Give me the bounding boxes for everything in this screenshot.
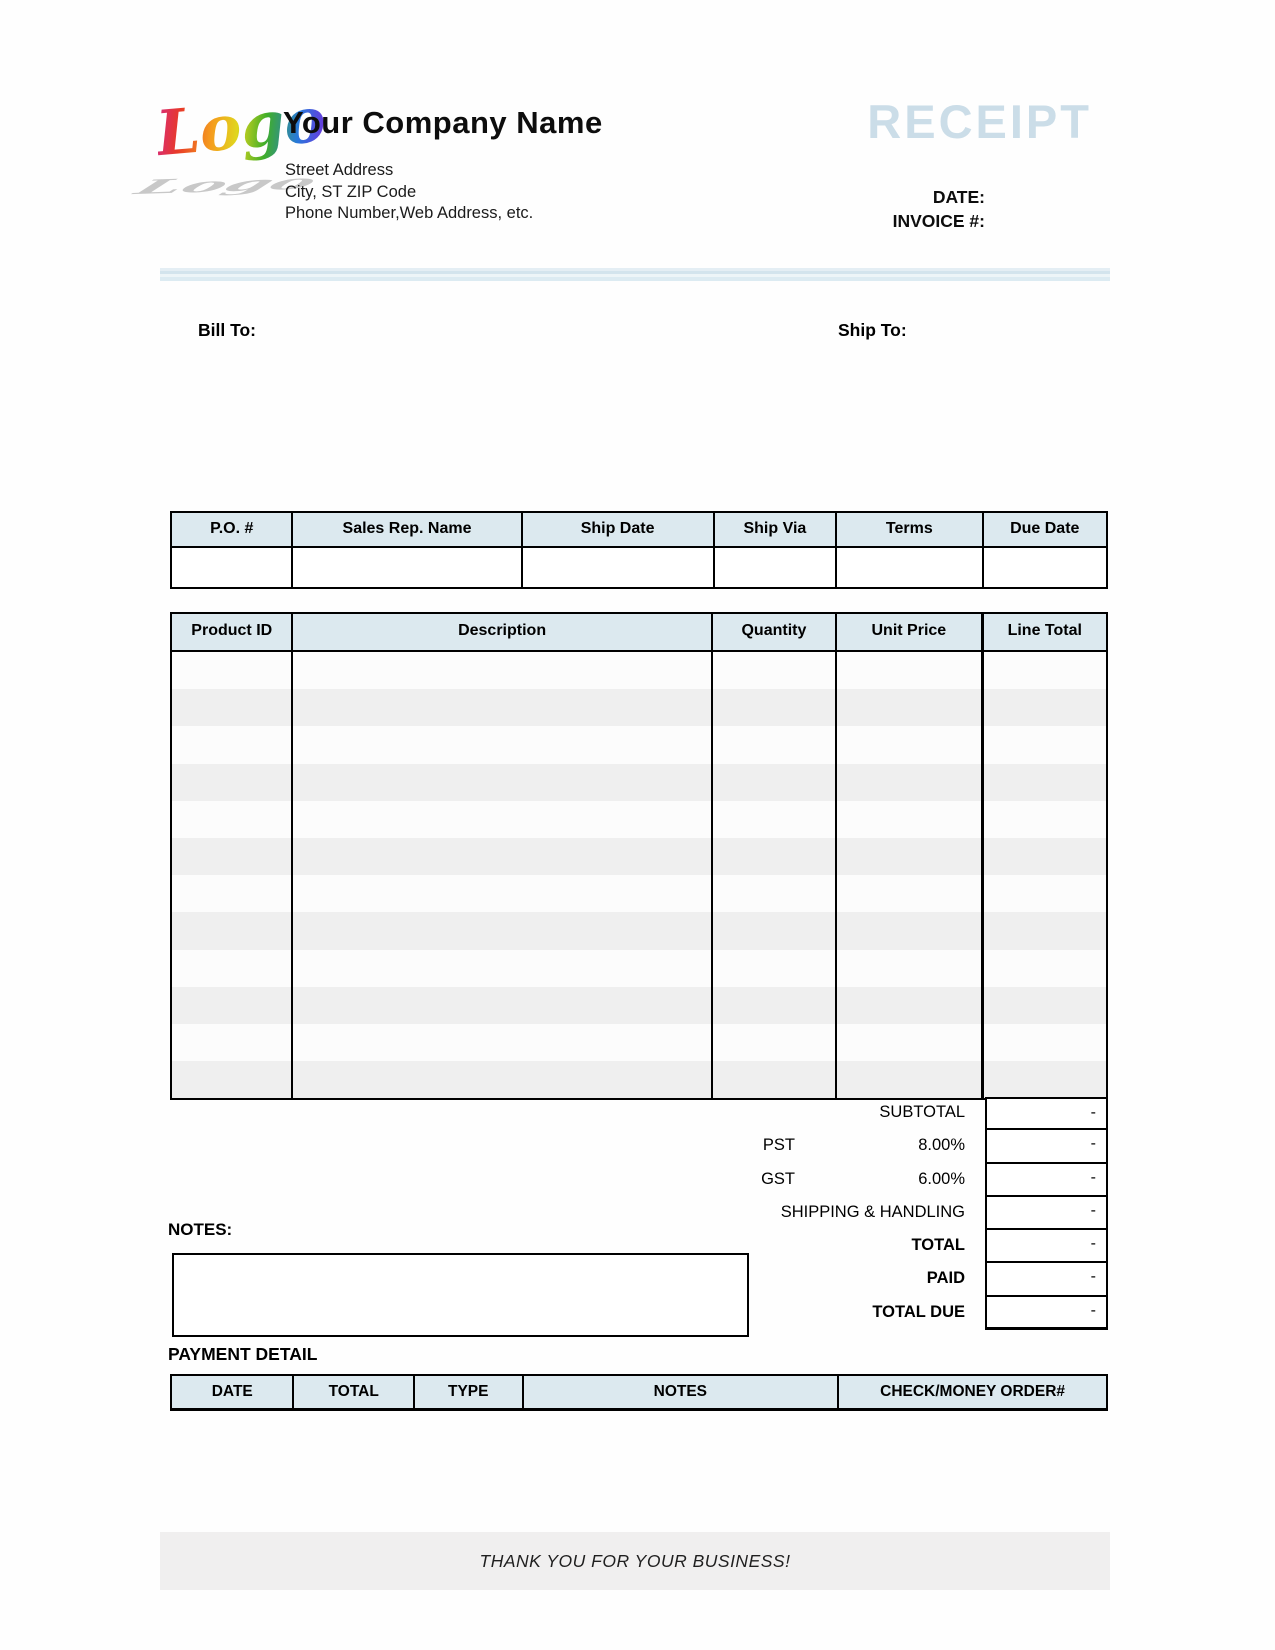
item-cell-product-id[interactable] — [172, 801, 293, 838]
item-cell-description[interactable] — [293, 652, 712, 689]
item-cell-unit-price[interactable] — [837, 1061, 983, 1098]
receipt-title: RECEIPT — [867, 95, 1092, 148]
invoice-number-label: INVOICE #: — [892, 211, 985, 231]
item-cell-description[interactable] — [293, 987, 712, 1024]
header-po-number: P.O. # — [172, 513, 293, 546]
item-cell-product-id[interactable] — [172, 875, 293, 912]
item-cell-quantity[interactable] — [713, 950, 837, 987]
item-cell-unit-price[interactable] — [837, 875, 983, 912]
header-line-total: Line Total — [1007, 622, 1082, 639]
payment-header-check-money-order: CHECK/MONEY ORDER# — [880, 1383, 1066, 1400]
item-cell-unit-price[interactable] — [837, 801, 983, 838]
pst-value: - — [985, 1130, 1108, 1163]
header-divider — [160, 268, 1110, 281]
header-sales-rep: Sales Rep. Name — [293, 513, 522, 546]
company-name: Your Company Name — [283, 105, 603, 140]
item-cell-unit-price[interactable] — [837, 1024, 983, 1061]
item-cell-description[interactable] — [293, 838, 712, 875]
item-cell-product-id[interactable] — [172, 1061, 293, 1098]
payment-detail-label: PAYMENT DETAIL — [168, 1344, 318, 1364]
pst-rate: 8.00% — [918, 1136, 965, 1155]
total-label: TOTAL — [911, 1236, 965, 1255]
notes-input[interactable] — [172, 1253, 749, 1337]
header-ship-via: Ship Via — [715, 513, 837, 546]
item-cell-quantity[interactable] — [713, 689, 837, 726]
payment-header-notes: NOTES — [524, 1376, 840, 1408]
header-description: Description — [293, 614, 712, 650]
totals-row-shipping — [560, 1197, 1108, 1230]
order-info-header-row — [172, 513, 1106, 548]
item-cell-line-total[interactable] — [984, 838, 1106, 875]
payment-header-total: TOTAL — [294, 1376, 414, 1408]
item-cell-quantity[interactable] — [713, 912, 837, 949]
item-cell-line-total[interactable] — [984, 912, 1106, 949]
item-row — [172, 764, 1106, 801]
item-cell-unit-price[interactable] — [837, 838, 983, 875]
item-cell-description[interactable] — [293, 726, 712, 763]
item-row — [172, 1061, 1106, 1098]
item-cell-product-id[interactable] — [172, 652, 293, 689]
item-cell-line-total[interactable] — [984, 1061, 1106, 1098]
order-info-input-row — [172, 548, 1106, 587]
shipping-handling-value: - — [985, 1197, 1108, 1230]
item-cell-description[interactable] — [293, 1024, 712, 1061]
item-row — [172, 912, 1106, 949]
item-cell-quantity[interactable] — [713, 726, 837, 763]
due-date-field[interactable] — [984, 548, 1106, 587]
items-table-body — [172, 652, 1106, 1098]
payment-detail-table — [170, 1374, 1108, 1411]
total-due-label: TOTAL DUE — [872, 1302, 965, 1321]
item-cell-line-total[interactable] — [984, 801, 1106, 838]
company-logo — [127, 82, 329, 238]
item-cell-line-total[interactable] — [984, 987, 1106, 1024]
totals-row-pst — [560, 1130, 1108, 1163]
item-cell-line-total[interactable] — [984, 689, 1106, 726]
item-row — [172, 838, 1106, 875]
item-cell-unit-price[interactable] — [837, 987, 983, 1024]
logo-text: Logo — [153, 82, 329, 171]
item-cell-line-total[interactable] — [984, 1024, 1106, 1061]
subtotal-value: - — [985, 1097, 1108, 1130]
item-cell-description[interactable] — [293, 912, 712, 949]
paid-value: - — [985, 1263, 1108, 1296]
total-value: - — [985, 1230, 1108, 1263]
header-due-date: Due Date — [1010, 520, 1080, 537]
item-cell-line-total[interactable] — [984, 726, 1106, 763]
item-cell-quantity[interactable] — [713, 652, 837, 689]
po-number-field[interactable] — [172, 548, 293, 587]
item-cell-product-id[interactable] — [172, 912, 293, 949]
bill-to-label: Bill To: — [198, 320, 256, 340]
item-cell-quantity[interactable] — [713, 838, 837, 875]
item-row — [172, 1024, 1106, 1061]
item-cell-description[interactable] — [293, 950, 712, 987]
date-label: DATE: — [932, 187, 985, 207]
items-header-row — [172, 614, 1106, 652]
header-quantity: Quantity — [713, 614, 837, 650]
paid-label: PAID — [926, 1269, 965, 1288]
item-cell-unit-price[interactable] — [837, 764, 983, 801]
item-cell-description[interactable] — [293, 1061, 712, 1098]
header-ship-date: Ship Date — [523, 513, 715, 546]
item-cell-quantity[interactable] — [713, 1024, 837, 1061]
item-cell-quantity[interactable] — [713, 801, 837, 838]
item-cell-quantity[interactable] — [713, 1061, 837, 1098]
item-cell-product-id[interactable] — [172, 987, 293, 1024]
total-due-value: - — [985, 1297, 1108, 1330]
items-table — [170, 612, 1108, 1100]
item-cell-description[interactable] — [293, 801, 712, 838]
terms-field[interactable] — [837, 548, 983, 587]
company-address — [285, 160, 533, 225]
item-cell-product-id[interactable] — [172, 689, 293, 726]
address-line-street: Street Address — [285, 161, 394, 179]
item-cell-description[interactable] — [293, 875, 712, 912]
item-cell-quantity[interactable] — [713, 987, 837, 1024]
item-cell-unit-price[interactable] — [837, 689, 983, 726]
order-info-table — [170, 511, 1108, 589]
item-cell-line-total[interactable] — [984, 950, 1106, 987]
gst-label: GST — [761, 1169, 795, 1188]
shipping-handling-label: SHIPPING & HANDLING — [780, 1202, 965, 1221]
header-terms: Terms — [837, 513, 983, 546]
item-cell-line-total[interactable] — [984, 652, 1106, 689]
item-cell-unit-price[interactable] — [837, 652, 983, 689]
payment-header-type: TYPE — [415, 1376, 524, 1408]
address-line-city: City, ST ZIP Code — [285, 182, 417, 201]
item-cell-product-id[interactable] — [172, 726, 293, 763]
address-line-phone: Phone Number,Web Address, etc. — [285, 204, 534, 222]
item-cell-product-id[interactable] — [172, 950, 293, 987]
item-cell-quantity[interactable] — [713, 764, 837, 801]
item-row — [172, 950, 1106, 987]
item-row — [172, 652, 1106, 689]
header-unit-price: Unit Price — [837, 614, 983, 650]
item-cell-quantity[interactable] — [713, 875, 837, 912]
gst-value: - — [985, 1164, 1108, 1197]
ship-date-field[interactable] — [523, 548, 715, 587]
item-row — [172, 726, 1106, 763]
item-cell-line-total[interactable] — [984, 764, 1106, 801]
item-row — [172, 875, 1106, 912]
item-cell-unit-price[interactable] — [837, 912, 983, 949]
item-cell-unit-price[interactable] — [837, 950, 983, 987]
thank-you-message: THANK YOU FOR YOUR BUSINESS! — [479, 1550, 791, 1571]
payment-header-date: DATE — [172, 1376, 294, 1408]
gst-rate: 6.00% — [918, 1169, 965, 1188]
notes-label: NOTES: — [168, 1220, 233, 1239]
item-cell-product-id[interactable] — [172, 838, 293, 875]
sales-rep-field[interactable] — [293, 548, 522, 587]
item-row — [172, 689, 1106, 726]
invoice-meta — [893, 185, 985, 233]
ship-via-field[interactable] — [715, 548, 837, 587]
item-cell-description[interactable] — [293, 689, 712, 726]
logo-shadow: Logo — [127, 170, 326, 199]
totals-row-subtotal — [560, 1097, 1108, 1130]
header-product-id: Product ID — [172, 614, 293, 650]
ship-to-label: Ship To: — [838, 320, 907, 340]
footer-band — [160, 1532, 1110, 1590]
item-cell-product-id[interactable] — [172, 764, 293, 801]
item-row — [172, 801, 1106, 838]
item-cell-unit-price[interactable] — [837, 726, 983, 763]
pst-label: PST — [762, 1136, 795, 1155]
item-row — [172, 987, 1106, 1024]
item-cell-description[interactable] — [293, 764, 712, 801]
subtotal-label: SUBTOTAL — [879, 1103, 965, 1121]
item-cell-product-id[interactable] — [172, 1024, 293, 1061]
totals-row-gst — [560, 1164, 1108, 1197]
item-cell-line-total[interactable] — [984, 875, 1106, 912]
